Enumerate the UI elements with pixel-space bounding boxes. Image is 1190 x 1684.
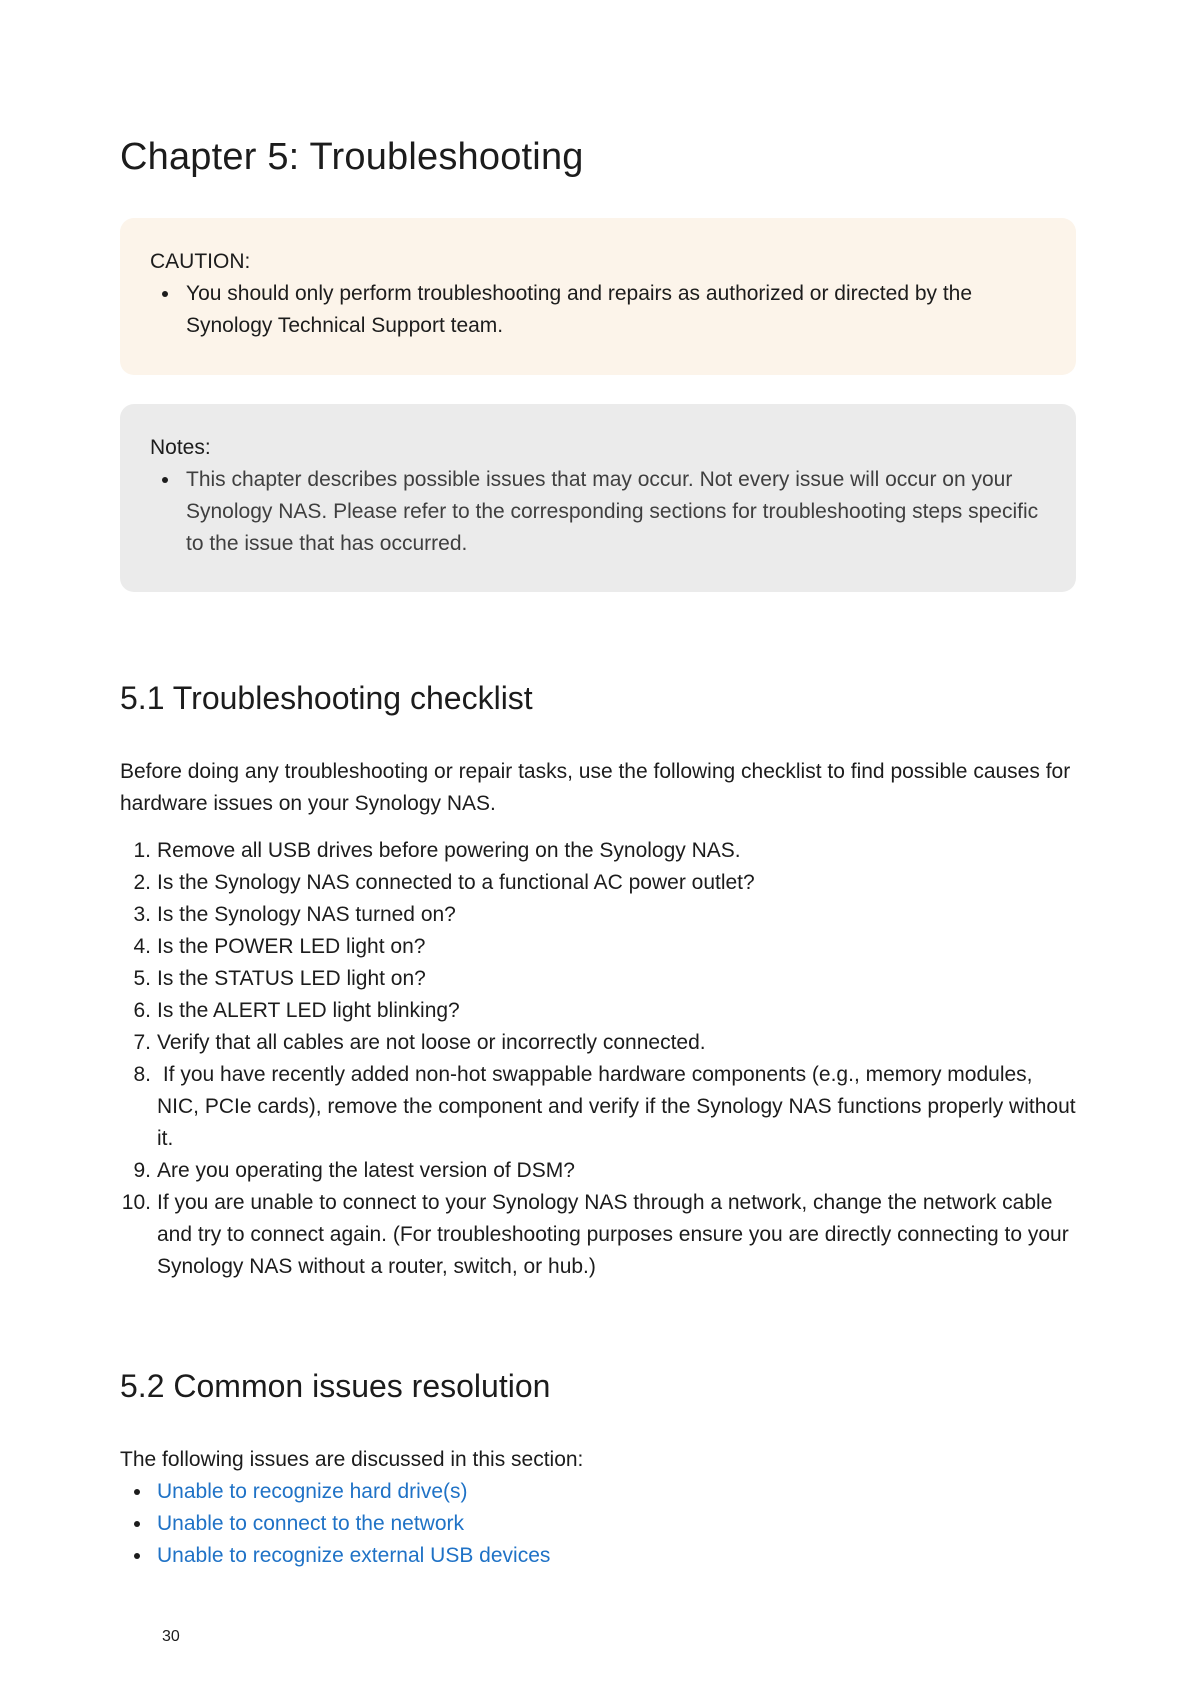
checklist-number: 3. [133, 903, 151, 926]
checklist-item [120, 995, 1080, 1027]
issue-link-item [120, 1476, 820, 1508]
section-5-2-intro: The following issues are discussed in this section: [120, 1448, 584, 1471]
checklist-text: Is the ALERT LED light blinking? [157, 999, 460, 1022]
checklist-item [120, 899, 1080, 931]
checklist-number: 6. [133, 999, 151, 1022]
caution-callout [120, 218, 1076, 375]
checklist-item [120, 1059, 1080, 1155]
checklist-number: 4. [133, 935, 151, 958]
checklist-text: Is the POWER LED light on? [157, 935, 426, 958]
checklist-item [120, 963, 1080, 995]
notes-callout [120, 404, 1076, 592]
link-unable-recognize-usb-devices[interactable]: Unable to recognize external USB devices [157, 1544, 551, 1567]
checklist-item [120, 1187, 1080, 1283]
checklist-text: Verify that all cables are not loose or incorrectly connected. [157, 1031, 706, 1054]
checklist-text: Is the Synology NAS turned on? [157, 903, 456, 926]
checklist-text: If you are unable to connect to your Synology NAS through a network, change the network cable and try to connect again. (For troubleshooting purposes ensure you are directly connecting to your Synology NAS without a router, switch, or hub.) [157, 1191, 1069, 1278]
checklist-item [120, 867, 1080, 899]
checklist-text: If you have recently added non-hot swappable hardware components (e.g., memory modules, NIC, PCIe cards), remove the component and verify if the Synology NAS functions properly without it. [157, 1063, 1082, 1150]
link-unable-recognize-hard-drives[interactable]: Unable to recognize hard drive(s) [157, 1480, 468, 1503]
section-5-1-title: 5.1 Troubleshooting checklist [120, 680, 533, 716]
checklist-text: Is the STATUS LED light on? [157, 967, 426, 990]
troubleshooting-checklist [120, 835, 1080, 1283]
caution-list [150, 278, 1046, 342]
checklist-text: Remove all USB drives before powering on the Synology NAS. [157, 839, 741, 862]
caution-item [150, 278, 1046, 342]
notes-list [150, 464, 1046, 560]
bullet-icon [134, 1553, 140, 1559]
section-5-1-intro: Before doing any troubleshooting or repair tasks, use the following checklist to find possible causes for hardware issues on your Synology NAS. [120, 760, 1071, 815]
checklist-text: Are you operating the latest version of DSM? [157, 1159, 575, 1182]
link-unable-connect-network[interactable]: Unable to connect to the network [157, 1512, 465, 1535]
caution-heading: CAUTION: [150, 250, 251, 273]
notes-item [150, 464, 1046, 560]
issue-link-item [120, 1508, 820, 1540]
page-number: 30 [162, 1628, 180, 1645]
checklist-number: 5. [133, 967, 151, 990]
checklist-number: 7. [133, 1031, 151, 1054]
checklist-number: 8. [133, 1063, 151, 1086]
bullet-icon [134, 1521, 140, 1527]
checklist-item [120, 835, 1080, 867]
bullet-icon [162, 291, 168, 297]
checklist-item [120, 1155, 1080, 1187]
checklist-number: 1. [133, 839, 151, 862]
checklist-number: 9. [133, 1159, 151, 1182]
chapter-title: Chapter 5: Troubleshooting [120, 136, 584, 178]
bullet-icon [162, 477, 168, 483]
checklist-number: 2. [133, 871, 151, 894]
issues-link-list [120, 1476, 820, 1572]
issue-link-item [120, 1540, 820, 1572]
checklist-item [120, 1027, 1080, 1059]
checklist-number: 10. [121, 1191, 151, 1214]
bullet-icon [134, 1489, 140, 1495]
section-5-2-title: 5.2 Common issues resolution [120, 1368, 551, 1404]
notes-heading: Notes: [150, 436, 211, 459]
caution-item-text: You should only perform troubleshooting and repairs as authorized or directed by the Synology Technical Support team. [186, 282, 973, 337]
notes-item-text: This chapter describes possible issues that may occur. Not every issue will occur on your Synology NAS. Please refer to the corresponding sections for troubleshooting steps specific to the issue that has occurred. [186, 468, 1039, 555]
checklist-item [120, 931, 1080, 963]
checklist-text: Is the Synology NAS connected to a functional AC power outlet? [157, 871, 755, 894]
